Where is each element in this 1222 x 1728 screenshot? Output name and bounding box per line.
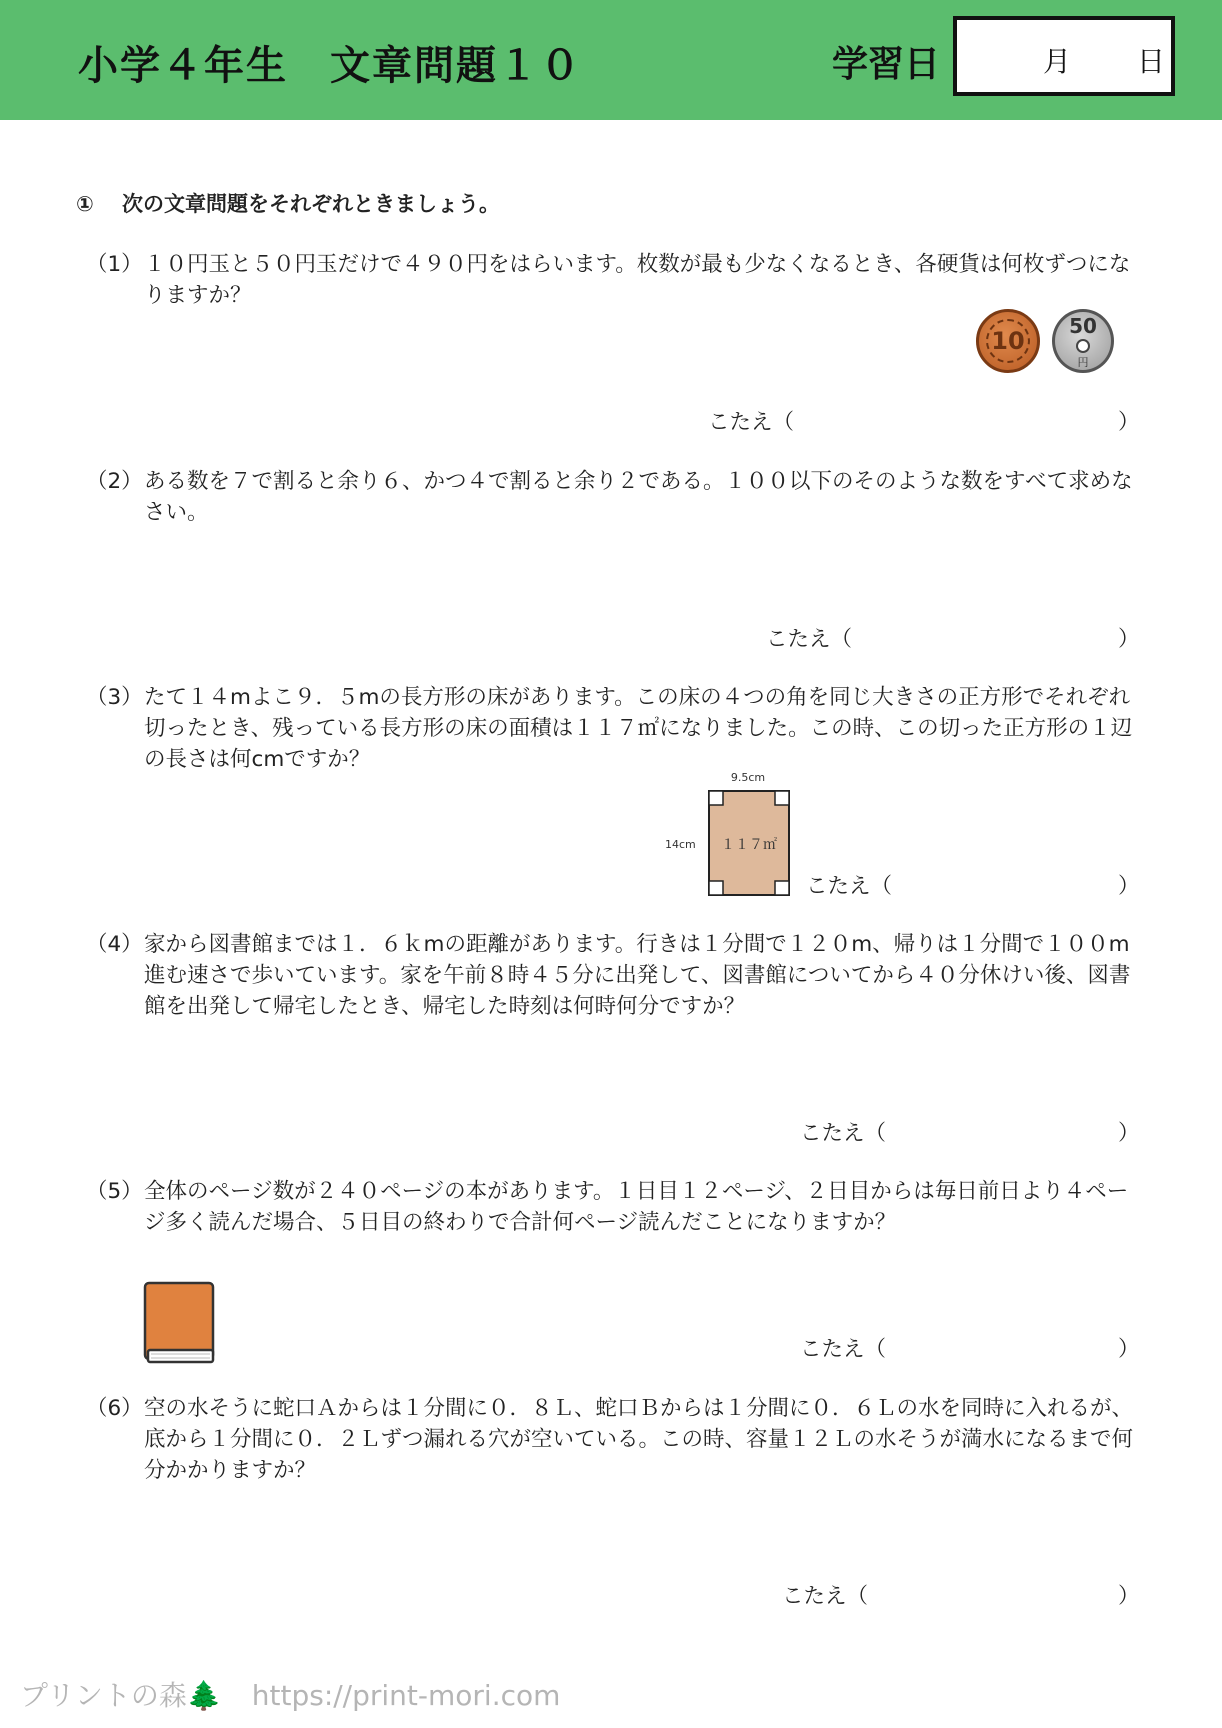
question-text: 空の水そうに蛇口Ａからは１分間に０．８Ｌ、蛇口Ｂからは１分間に０．６Ｌの水を同時に入れるが、底から１分間に０．２Ｌずつ漏れる穴が空いている。この時、容量１２Ｌの水そうが満水になるまで何分かかりますか？ xyxy=(144,1396,1134,1483)
question-text: ある数を７で割ると余り６、かつ４で割ると余り２である。１００以下のそのような数をすべて求めなさい。 xyxy=(144,469,1133,525)
answer-suffix: ） xyxy=(1118,410,1140,435)
answer-line-4[interactable] xyxy=(800,1116,1140,1147)
question-number: （2） xyxy=(86,469,143,494)
study-date-label: 学習日 xyxy=(832,44,941,85)
answer-prefix: こたえ（ xyxy=(806,874,893,899)
question-text: たて１４mよこ９．５mの長方形の床があります。この床の４つの角を同じ大きさの正方形でそれぞれ切ったとき、残っている長方形の床の面積は１１７㎡になりました。この時、この切った正方形の１辺の長さは何cmですか？ xyxy=(144,685,1133,772)
day-label: 日 xyxy=(1137,45,1166,78)
answer-prefix: こたえ（ xyxy=(708,410,795,435)
corner-square xyxy=(775,791,789,805)
instruction-text: 次の文章問題をそれぞれときましょう。 xyxy=(122,192,500,216)
coin-value: 50 xyxy=(1069,314,1097,338)
question-number: （6） xyxy=(86,1396,143,1421)
answer-prefix: こたえ（ xyxy=(782,1584,869,1609)
corner-square xyxy=(709,881,723,895)
question-text: １０円玉と５０円玉だけで４９０円をはらいます。枚数が最も少なくなるとき、各硬貨は何枚ずつになりますか？ xyxy=(144,252,1131,308)
month-label: 月 xyxy=(1043,45,1072,78)
floor-height-label: 14cm xyxy=(665,838,696,851)
coin-hole xyxy=(1076,339,1090,353)
header-bar xyxy=(0,0,1222,120)
footer-brand: プリントの森🌲 xyxy=(20,1679,222,1712)
study-date-box[interactable] xyxy=(953,16,1175,96)
ten-yen-coin-icon xyxy=(976,309,1040,373)
corner-square xyxy=(775,881,789,895)
coin-yen-mark: 円 xyxy=(1077,356,1089,369)
answer-suffix: ） xyxy=(1118,1121,1140,1146)
footer xyxy=(20,1674,560,1714)
answer-line-2[interactable] xyxy=(766,622,1140,653)
floor-area-label: １１７㎡ xyxy=(721,837,777,853)
answer-suffix: ） xyxy=(1118,1337,1140,1362)
question-number: （5） xyxy=(86,1179,143,1204)
page-title: 小学４年生 文章問題１０ xyxy=(78,43,582,89)
footer-url[interactable]: https://print-mori.com xyxy=(251,1679,561,1712)
answer-prefix: こたえ（ xyxy=(800,1121,887,1146)
question-3 xyxy=(86,682,1146,775)
answer-prefix: こたえ（ xyxy=(800,1337,887,1362)
question-2 xyxy=(86,466,1146,528)
section-number: ① xyxy=(76,192,94,216)
fifty-yen-coin-icon xyxy=(1052,309,1114,373)
question-number: （1） xyxy=(86,252,143,277)
book-icon xyxy=(142,1280,216,1366)
answer-line-6[interactable] xyxy=(782,1579,1140,1610)
floor-diagram xyxy=(660,764,800,900)
question-text: 家から図書館までは１．６ｋmの距離があります。行きは１分間で１２０m、帰りは１分間で１００m進む速さで歩いています。家を午前８時４５分に出発して、図書館についてから４０分休けい後、図書館を出発して帰宅したとき、帰宅した時刻は何時何分ですか？ xyxy=(144,932,1131,1019)
section-instruction xyxy=(76,188,500,218)
question-text: 全体のページ数が２４０ページの本があります。１日目１２ページ、２日目からは毎日前日より４ページ多く読んだ場合、５日目の終わりで合計何ページ読んだことになりますか？ xyxy=(144,1179,1129,1235)
coin-value: 10 xyxy=(986,319,1030,363)
question-number: （3） xyxy=(86,685,143,710)
answer-suffix: ） xyxy=(1118,874,1140,899)
question-number: （4） xyxy=(86,932,143,957)
question-4 xyxy=(86,929,1146,1022)
answer-line-3[interactable] xyxy=(806,869,1140,900)
answer-line-1[interactable] xyxy=(708,405,1222,436)
question-5 xyxy=(86,1176,1146,1238)
answer-suffix: ） xyxy=(1118,1584,1140,1609)
answer-prefix: こたえ（ xyxy=(766,627,853,652)
question-1 xyxy=(86,249,1146,311)
answer-suffix: ） xyxy=(1118,627,1140,652)
corner-square xyxy=(709,791,723,805)
floor-width-label: 9.5cm xyxy=(730,771,766,784)
question-6 xyxy=(86,1393,1146,1486)
answer-line-5[interactable] xyxy=(800,1332,1140,1363)
